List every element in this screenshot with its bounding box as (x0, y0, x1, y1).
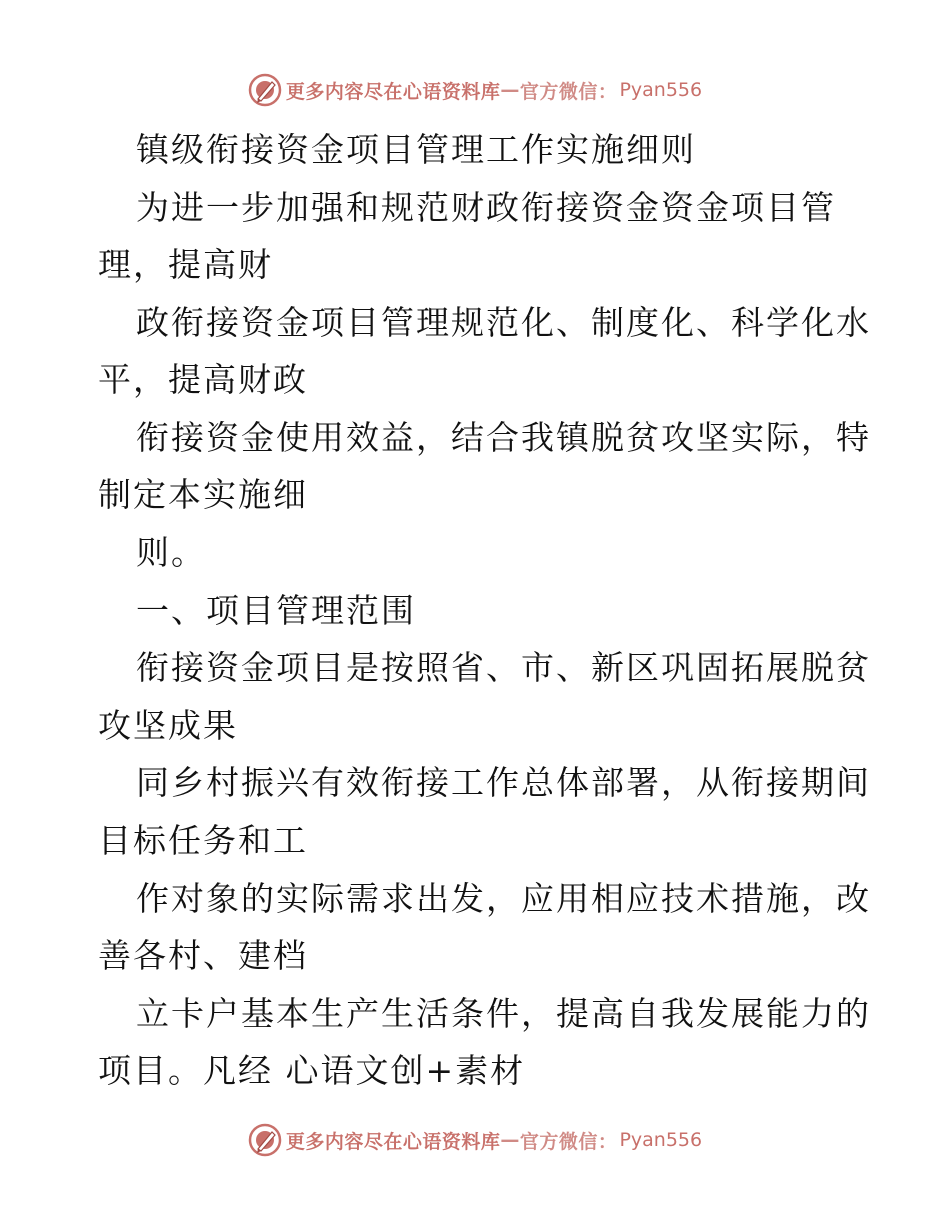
paragraph-line: 项目。凡经 心语文创+素材 (98, 1051, 526, 1090)
paragraph-line: 目标任务和工 (98, 821, 308, 860)
paragraph-line: 同乡村振兴有效衔接工作总体部署，从衔接期间 (136, 763, 871, 802)
watermark-dash: — (500, 79, 520, 101)
watermark-banner-bottom (0, 1120, 950, 1160)
watermark-main-text: 更多内容尽在心语资料库 (285, 80, 501, 103)
document-title: 镇级衔接资金项目管理工作实施细则 (136, 130, 696, 169)
paragraph-line: 政衔接资金项目管理规范化、制度化、科学化水 (136, 303, 871, 342)
paragraph-line: 衔接资金项目是按照省、市、新区巩固拓展脱贫 (136, 648, 871, 687)
watermark-dash: — (500, 1129, 520, 1151)
paragraph-line: 善各村、建档 (98, 936, 308, 975)
watermark-main-text: 更多内容尽在心语资料库 (285, 1130, 501, 1153)
paragraph-line: 衔接资金使用效益，结合我镇脱贫攻坚实际，特 (136, 418, 871, 457)
paragraph-line: 攻坚成果 (98, 706, 238, 745)
paragraph-line: 作对象的实际需求出发，应用相应技术措施，改 (136, 879, 871, 918)
watermark-sub-text: 官方微信： (519, 1130, 618, 1153)
paragraph-line: 制定本实施细 (98, 475, 308, 514)
watermark-wechat-id: Pyan556 (619, 79, 703, 101)
paragraph-line: 平，提高财政 (98, 360, 308, 399)
paragraph-line: 则。 (136, 533, 206, 572)
section-heading: 一、项目管理范围 (136, 591, 416, 630)
watermark-sub-text: 官方微信： (519, 80, 618, 103)
watermark-banner-top (0, 70, 950, 110)
watermark-wechat-id: Pyan556 (619, 1129, 703, 1151)
paragraph-line: 为进一步加强和规范财政衔接资金资金项目管 (136, 188, 836, 227)
pen-logo-icon (248, 1123, 282, 1157)
paragraph-line: 理，提高财 (98, 245, 273, 284)
pen-logo-icon (248, 73, 282, 107)
paragraph-line: 立卡户基本生产生活条件，提高自我发展能力的 (136, 994, 871, 1033)
